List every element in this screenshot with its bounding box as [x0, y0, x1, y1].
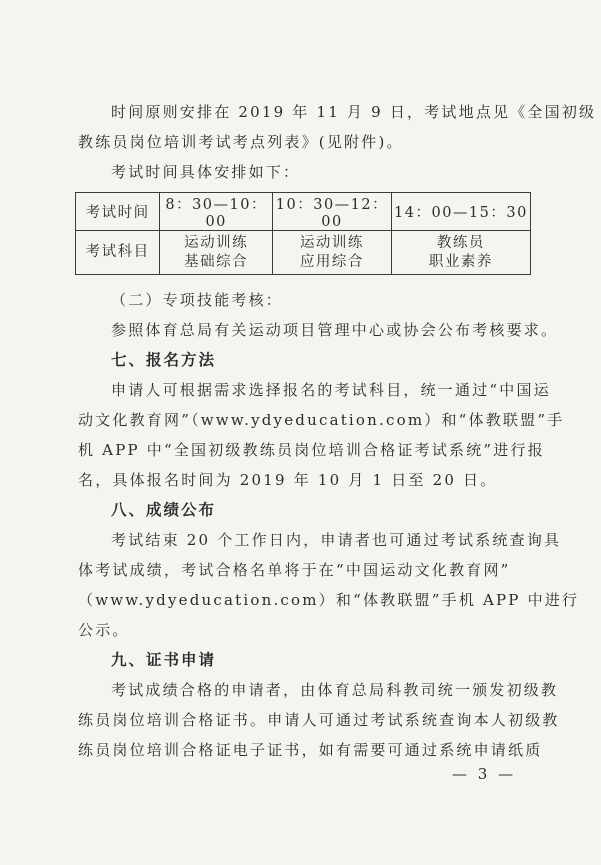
table-cell	[160, 231, 273, 275]
paragraph-line: 名，具体报名时间为 2019 年 10 月 1 日至 20 日。	[78, 471, 498, 489]
section-heading: 九、证书申请	[111, 651, 217, 669]
table-cell: 14：00—15：30	[391, 193, 530, 231]
section-heading: 八、成绩公布	[111, 501, 217, 519]
table-header-cell: 考试科目	[76, 231, 160, 275]
paragraph-line: 时间原则安排在 2019 年 11 月 9 日，考试地点见《全国初级	[111, 103, 597, 121]
paragraph-line: 练员岗位培训合格证电子证书，如有需要可通过系统申请纸质	[78, 741, 543, 759]
paragraph-line: （二）专项技能考核：	[111, 291, 284, 309]
cell-line: 运动训练	[184, 234, 249, 251]
cell-line: 应用综合	[299, 253, 364, 270]
paragraph-line: 参照体育总局有关运动项目管理中心或协会公布考核要求。	[111, 321, 559, 339]
exam-schedule-table	[75, 192, 531, 275]
table-cell	[273, 231, 392, 275]
cell-line: 教练员	[436, 234, 485, 251]
paragraph-line: 考试成绩合格的申请者，由体育总局科教司统一颁发初级教	[111, 681, 559, 699]
paragraph-line: 公示。	[78, 621, 130, 639]
cell-line: 运动训练	[299, 234, 364, 251]
section-heading: 七、报名方法	[111, 351, 217, 369]
cell-line: 基础综合	[184, 253, 249, 270]
paragraph-line: 申请人可根据需求选择报名的考试科目，统一通过“中国运	[111, 381, 551, 399]
paragraph-line: 教练员岗位培训考试考点列表》(见附件)。	[78, 133, 404, 151]
paragraph-line: 机 APP 中“全国初级教练员岗位培训合格证考试系统”进行报	[78, 441, 545, 459]
table-header-cell: 考试时间	[76, 193, 160, 231]
paragraph-line: 动文化教育网”（www.ydyeducation.com）和“体教联盟”手	[78, 411, 565, 429]
table-cell	[391, 231, 530, 275]
table-cell: 8：30—10：00	[160, 193, 273, 231]
table-row	[76, 193, 531, 231]
paragraph-line: （www.ydyeducation.com）和“体教联盟”手机 APP 中进行	[78, 591, 580, 609]
table-row	[76, 231, 531, 275]
cell-line: 职业素养	[428, 253, 493, 270]
paragraph-line: 考试结束 20 个工作日内，申请者也可通过考试系统查询具	[111, 531, 562, 549]
table-cell: 10：30—12：00	[273, 193, 392, 231]
paragraph-line: 考试时间具体安排如下：	[111, 163, 301, 181]
paragraph-line: 体考试成绩，考试合格名单将于在“中国运动文化教育网”	[78, 561, 511, 579]
paragraph-line: 练员岗位培训合格证书。申请人可通过考试系统查询本人初级教	[78, 711, 560, 729]
page-number: — 3 —	[452, 765, 517, 783]
